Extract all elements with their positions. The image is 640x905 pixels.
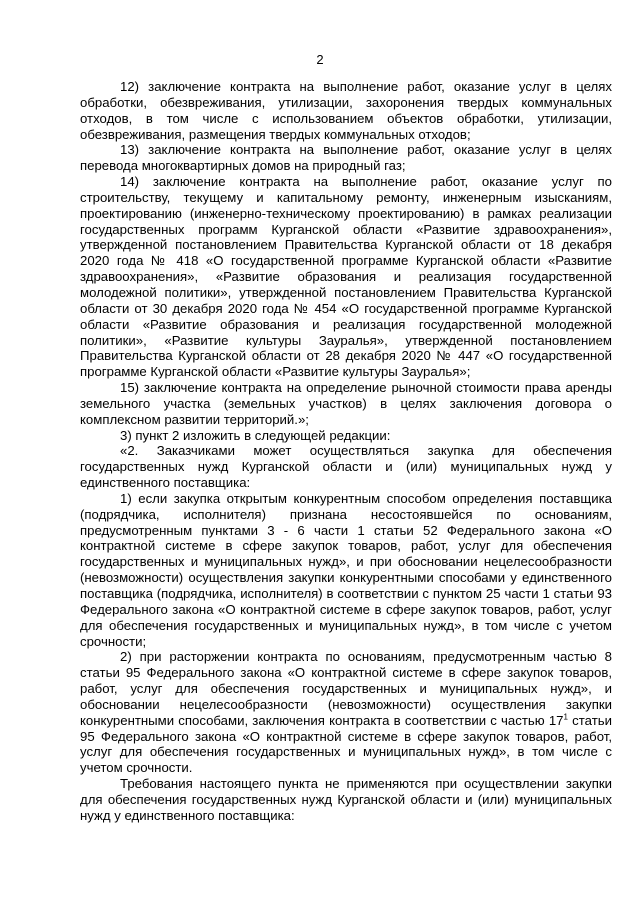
clause-2-subitem-2 [80,649,612,776]
list-item-14: 14) заключение контракта на выполнение работ, оказание услуг по строительству, текущему и капитальному ремонту, инженерным изысканиям, проектированию (инженерно-техническому проектированию) в рамках реализации государственных программ Курганской области «Развитие здравоохранения», утвержденной постановлением Правительства Курганской области от 18 декабря 2020 года № 418 «О государственной программе Курганской области «Развитие здравоохранения», «Развитие образования и реализация государственной молодежной политики», утвержденной постановлением Правительства Курганской области от 30 декабря 2020 года № 454 «О государственной программе Курганской области «Развитие образования и реализация государственной молодежной политики», «Развитие культуры Зауралья», утвержденной постановлением Правительства Курганской области от 28 декабря 2020 № 447 «О государственной программе Курганской области «Развитие культуры Зауралья»; [80,174,612,380]
requirements-paragraph: Требования настоящего пункта не применяются при осуществлении закупки для обеспечения государственных нужд Курганской области и (или) муниципальных нужд у единственного поставщика: [80,776,612,823]
amendment-item-3: 3) пункт 2 изложить в следующей редакции: [120,427,391,443]
list-item-13: 13) заключение контракта на выполнение работ, оказание услуг в целях перевода многоквартирных домов на природный газ; [80,142,612,174]
clause-2-subitem-2-text-end: статьи 95 Федерального закона «О контрактной системе в сфере закупок товаров, работ, услуг для обеспечения государственных и муниципальных нужд», в том числе с учетом срочности. [80,712,612,776]
clause-2-subitem-2-text-start: 2) при расторжении контракта по основаниям, предусмотренным частью 8 статьи 95 Федерального закона «О контрактной системе в сфере закупок товаров, работ, услуг для обеспечения государственных и муниципальных нужд», и обосновании нецелесообразности (невозможности) осуществления закупки конкурентными способами, заключения контракта в соответствии с частью 17 [80,649,612,728]
clause-2-subitem-1: 1) если закупка открытым конкурентным способом определения поставщика (подрядчика, исполнителя) признана несостоявшейся по основаниям, предусмотренным пунктами 3 - 6 части 1 статьи 52 Федерального закона «О контрактной системе в сфере закупок товаров, работ, услуг для обеспечения государственных и муниципальных нужд», и при обосновании нецелесообразности (невозможности) осуществления закупки конкурентными способами у единственного поставщика (подрядчика, исполнителя) в соответствии с пунктом 25 части 1 статьи 93 Федерального закона «О контрактной системе в сфере закупок товаров, работ, услуг для обеспечения государственных и муниципальных нужд», в том числе с учетом срочности; [80,490,612,649]
list-item-15: 15) заключение контракта на определение рыночной стоимости права аренды земельного участка (земельных участков) в целях заключения договора о комплексном развитии территорий.»; [80,380,612,427]
list-item-12: 12) заключение контракта на выполнение работ, оказание услуг в целях обработки, обезвреживания, утилизации, захоронения твердых коммунальных отходов, в том числе с использованием объектов обработки, утилизации, обезвреживания, размещения твердых коммунальных отходов; [80,79,612,142]
superscript-number: 1 [563,712,568,722]
document-body [80,79,612,824]
clause-2-intro: «2. Заказчиками может осуществляться закупка для обеспечения государственных нужд Курганской области и (или) муниципальных нужд у единственного поставщика: [80,443,612,491]
page-number: 2 [316,52,324,67]
